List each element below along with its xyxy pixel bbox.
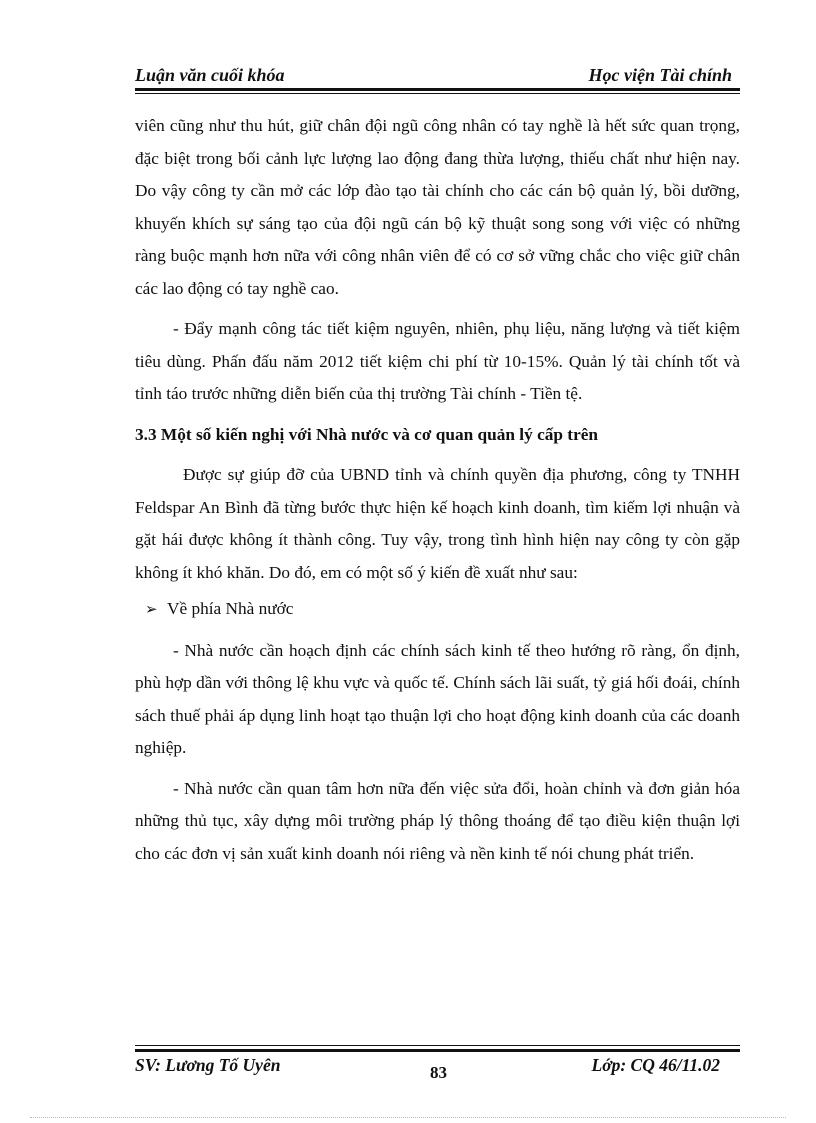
page-number: 83 — [430, 1063, 447, 1082]
footer-class-code: Lớp: CQ 46/11.02 — [591, 1055, 720, 1075]
footer-student-name: SV: Lương Tố Uyên — [135, 1055, 281, 1075]
paragraph-5: - Nhà nước cần quan tâm hơn nữa đến việc sửa đổi, hoàn chỉnh và đơn giản hóa những thủ tục, xây dựng môi trường pháp lý thông thoáng để tạo điều kiện thuận lợi cho các đơn vị sản xuất kinh doanh nói riêng và nền kinh tế nói chung phát triển. — [135, 778, 740, 863]
header-rule-thick — [135, 88, 740, 91]
header-rule-thin — [135, 93, 740, 94]
paragraph-4: - Nhà nước cần hoạch định các chính sách kinh tế theo hướng rõ ràng, ổn định, phù hợp dần với thông lệ khu vực và quốc tế. Chính sách lãi suất, tỷ giá hối đoái, chính sách thuế phải áp dụng linh hoạt tạo thuận lợi cho hoạt động kinh doanh của các doanh nghiệp. — [135, 640, 740, 757]
footer-rule-thin — [135, 1045, 740, 1046]
arrow-bullet-icon: ➢ — [145, 602, 158, 618]
paragraph-3: Được sự giúp đỡ của UBND tỉnh và chính quyền địa phương, công ty TNHH Feldspar An Bình đã từng bước thực hiện kế hoạch kinh doanh, tìm kiếm lợi nhuận và gặt hái được không ít thành công. Tuy vậy, trong tình hình hiện nay công ty còn gặp không ít khó khăn. Do đó, em có một số ý kiến đề xuất như sau: — [135, 465, 740, 582]
page-bottom-dotted-line — [30, 1117, 786, 1118]
page-footer — [135, 1055, 740, 1083]
paragraph-2: - Đẩy mạnh công tác tiết kiệm nguyên, nhiên, phụ liệu, năng lượng và tiết kiệm tiêu dùng. Phấn đấu năm 2012 tiết kiệm chi phí từ 10-15%. Quản lý tài chính tốt và tỉnh táo trước những diễn biến của thị trường Tài chính - Tiền tệ. — [135, 319, 740, 403]
header-thesis-title: Luận văn cuối khóa — [135, 65, 285, 85]
paragraph-1: viên cũng như thu hút, giữ chân đội ngũ công nhân có tay nghề là hết sức quan trọng, đặc biệt trong bối cảnh lực lượng lao động đang thừa lượng, thiếu chất như hiện nay. Do vậy công ty cần mở các lớp đào tạo tài chính cho các cán bộ quản lý, bồi dưỡng, khuyến khích sự sáng tạo của đội ngũ cán bộ kỹ thuật song song với việc có những ràng buộc mạnh hơn nữa với công nhân viên để có cơ sở vững chắc cho việc giữ chân các lao động có tay nghề cao. — [135, 116, 740, 298]
section-heading: 3.3 Một số kiến nghị với Nhà nước và cơ quan quản lý cấp trên — [135, 424, 599, 444]
page-body — [135, 110, 740, 870]
footer-rule-thick — [135, 1049, 740, 1052]
page-header — [135, 63, 740, 85]
bullet-text: Về phía Nhà nước — [167, 599, 294, 618]
header-institution: Học viện Tài chính — [588, 65, 732, 85]
bullet-item — [135, 593, 740, 627]
